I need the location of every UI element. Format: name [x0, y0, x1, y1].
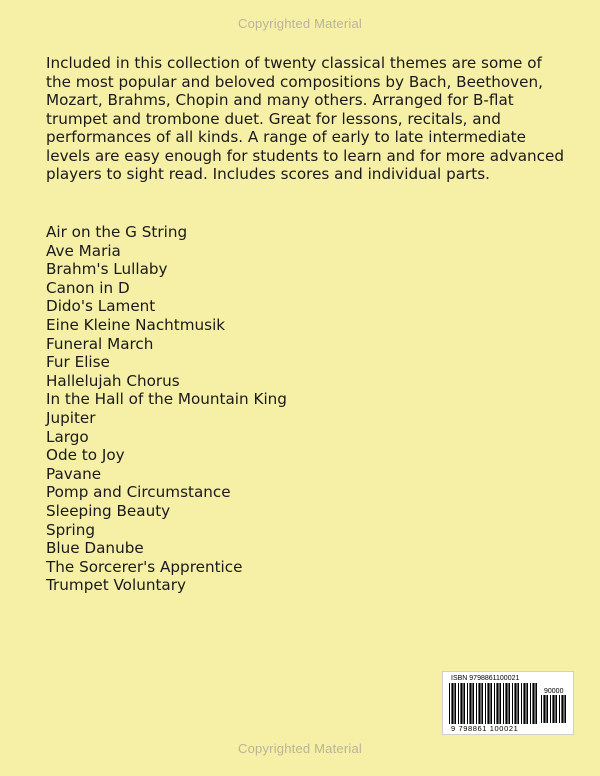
barcode-stripe	[523, 683, 525, 724]
theme-item: Trumpet Voluntary	[46, 576, 186, 595]
theme-item: Brahm's Lullaby	[46, 260, 168, 279]
barcode-digits: 9 798861 100021	[451, 724, 519, 733]
isbn-label: ISBN 9798861100021	[451, 675, 520, 682]
theme-item: Pomp and Circumstance	[46, 483, 231, 502]
barcode-stripe	[505, 683, 507, 724]
barcode-stripe	[532, 683, 534, 724]
barcode-stripe	[526, 683, 528, 724]
watermark-bottom: Copyrighted Material	[238, 741, 362, 756]
barcode-stripe	[530, 683, 531, 724]
barcode-stripe	[541, 695, 542, 723]
theme-item: Ave Maria	[46, 241, 121, 260]
barcode-stripe	[481, 683, 483, 724]
barcode-stripe	[460, 683, 462, 724]
theme-item: Hallelujah Chorus	[46, 371, 180, 390]
theme-item: Canon in D	[46, 278, 130, 297]
barcode-stripe	[503, 683, 504, 724]
barcode-stripe	[496, 683, 498, 724]
theme-item: Spring	[46, 520, 96, 539]
theme-item: Dido's Lament	[46, 297, 156, 316]
theme-item: Fur Elise	[46, 353, 110, 372]
theme-item: Sleeping Beauty	[46, 501, 171, 520]
theme-item: Air on the G String	[46, 223, 188, 241]
barcode-stripe	[449, 683, 450, 724]
barcode-stripe	[543, 695, 545, 723]
barcode-stripe	[552, 695, 554, 723]
barcode-stripe	[559, 695, 560, 723]
theme-item: Ode to Joy	[46, 446, 125, 465]
price-barcode-bars	[541, 695, 567, 723]
barcode-stripe	[494, 683, 495, 724]
theme-item: In the Hall of the Mountain King	[46, 390, 287, 409]
theme-item: Funeral March	[46, 334, 154, 353]
price-code: 90000	[544, 688, 564, 695]
barcode-stripe	[467, 683, 468, 724]
barcode-stripe	[463, 683, 465, 724]
barcode-stripe	[521, 683, 522, 724]
barcode-stripe	[485, 683, 486, 724]
barcode-stripe	[499, 683, 501, 724]
barcode-stripe	[546, 695, 548, 723]
barcode-stripe	[508, 683, 510, 724]
barcode-stripe	[550, 695, 551, 723]
barcode-stripe	[512, 683, 513, 724]
theme-item: Blue Danube	[46, 539, 144, 558]
barcode-stripe	[472, 683, 474, 724]
theme-item: Largo	[46, 427, 89, 446]
barcode-stripe	[564, 695, 566, 723]
barcode-stripe	[561, 695, 563, 723]
theme-item: Jupiter	[46, 408, 96, 427]
book-description: Included in this collection of twenty classical themes are some of the most popular and beloved compositions by Bach, Beethoven, Mozart, Brahms, Chopin and many others. Arranged for B-flat trumpet and trombone duet. Great for lessons, recitals, and performances of all kinds. A range of early to late intermediate levels are easy enough for students to learn and for more advanced players to sight read. Includes scores and individual parts.	[46, 54, 564, 183]
theme-item: The Sorcerer's Apprentice	[46, 557, 243, 576]
watermark-top: Copyrighted Material	[238, 16, 362, 31]
barcode-bars	[449, 683, 539, 724]
barcode-stripe	[458, 683, 459, 724]
theme-list	[46, 223, 287, 595]
theme-item: Eine Kleine Nachtmusik	[46, 315, 226, 334]
barcode-stripe	[451, 683, 453, 724]
barcode-stripe	[555, 695, 557, 723]
barcode-stripe	[535, 683, 537, 724]
theme-item: Pavane	[46, 464, 102, 483]
barcode-stripe	[454, 683, 456, 724]
barcode-stripe	[517, 683, 519, 724]
barcode-box	[442, 671, 574, 735]
barcode-stripe	[490, 683, 492, 724]
barcode-stripe	[469, 683, 471, 724]
barcode-stripe	[476, 683, 477, 724]
barcode-stripe	[487, 683, 489, 724]
barcode-stripe	[478, 683, 480, 724]
barcode-stripe	[514, 683, 516, 724]
